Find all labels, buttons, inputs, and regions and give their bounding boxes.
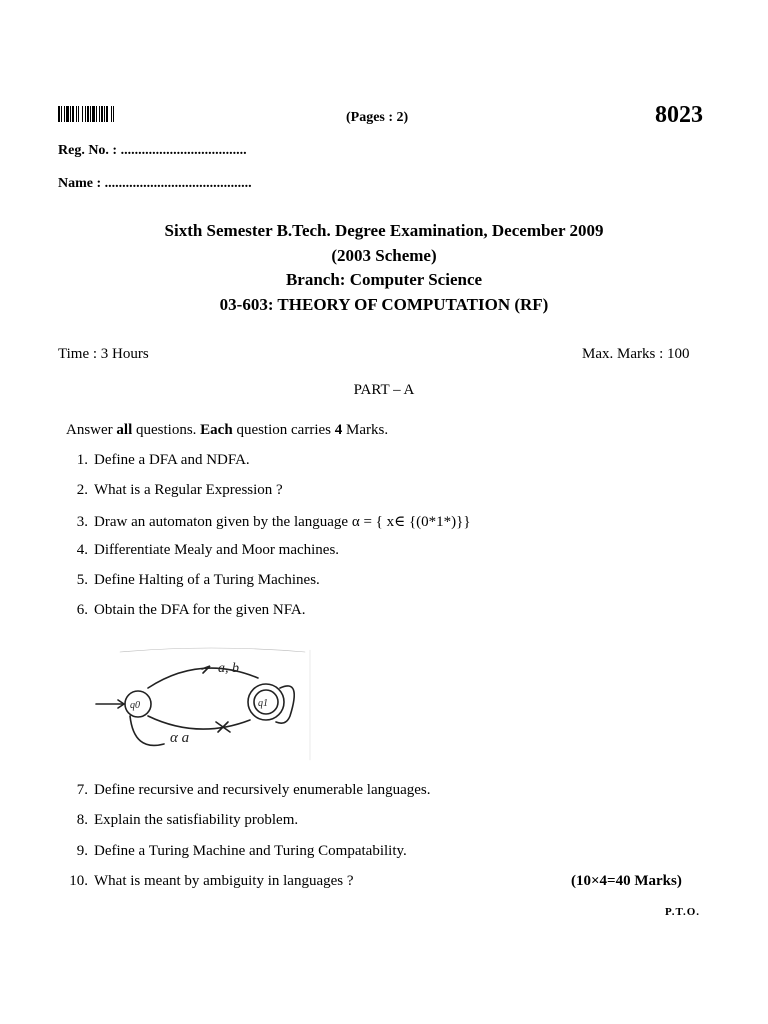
reg-no-field <box>58 143 247 159</box>
question-number: 1. <box>76 452 88 468</box>
transition-bottom <box>148 716 250 729</box>
pto-note: P.T.O. <box>665 906 701 918</box>
part-heading: PART – A <box>353 382 415 398</box>
instruction-each: Each <box>200 422 233 438</box>
scan-line <box>120 648 305 652</box>
name-field <box>58 176 252 192</box>
question-number: 10. <box>69 873 88 889</box>
transition-top-label: a, b <box>218 661 239 676</box>
barcode-stripe <box>114 106 116 122</box>
question-number: 8. <box>76 812 88 828</box>
question-text: Draw an automaton given by the language α = { x∈ {(0*1*)}} <box>94 514 471 530</box>
question-text: Explain the satisfiability problem. <box>94 812 299 828</box>
instruction-text: question carries <box>232 422 335 438</box>
question-text: Differentiate Mealy and Moor machines. <box>94 542 340 558</box>
question-number: 9. <box>76 843 88 859</box>
branch: Branch: Computer Science <box>285 270 483 289</box>
self-loop-q1 <box>276 686 294 723</box>
question-text: Define a Turing Machine and Turing Compatability. <box>94 843 407 859</box>
subject: 03-603: THEORY OF COMPUTATION (RF) <box>219 295 549 314</box>
question-text: What is meant by ambiguity in languages ? <box>94 873 354 889</box>
question-number: 2. <box>76 482 88 498</box>
question-item <box>66 812 298 829</box>
question-number: 7. <box>76 782 88 798</box>
transition-top-arrowhead <box>202 666 210 673</box>
question-number: 3. <box>76 514 88 530</box>
question-text: Define recursive and recursively enumerable languages. <box>94 782 431 798</box>
max-marks: Max. Marks : 100 <box>582 346 690 362</box>
reg-no-label: Reg. No. : <box>58 143 118 158</box>
instruction-text: Answer <box>66 422 117 438</box>
scheme: (2003 Scheme) <box>331 246 437 265</box>
instruction-marks: 4 <box>334 422 343 438</box>
question-item <box>66 572 320 589</box>
nfa-diagram <box>90 640 330 770</box>
exam-title: Sixth Semester B.Tech. Degree Examination, December 2009 <box>164 221 604 240</box>
question-item <box>66 452 250 469</box>
pages-count: (Pages : 2) <box>346 110 409 125</box>
instruction-text: questions. <box>132 422 201 438</box>
name-label: Name : <box>58 176 102 191</box>
name-dots: .......................................... <box>104 176 252 191</box>
question-number: 4. <box>76 542 88 558</box>
transition-bottom-label: α a <box>170 730 190 746</box>
paper-code: 8023 <box>655 102 703 128</box>
question-text: What is a Regular Expression ? <box>94 482 283 498</box>
instruction-text: Marks. <box>342 422 389 438</box>
question-text: Define Halting of a Turing Machines. <box>94 572 320 588</box>
state-q0-label: q0 <box>130 700 140 711</box>
question-item <box>66 512 471 531</box>
question-item <box>66 873 354 890</box>
reg-no-dots: .................................... <box>120 143 247 158</box>
question-number: 6. <box>76 602 88 618</box>
transition-top <box>148 668 258 688</box>
time-info: Time : 3 Hours <box>58 346 149 362</box>
state-q1-label: q1 <box>258 698 268 709</box>
question-item <box>66 843 407 860</box>
question-text: Define a DFA and NDFA. <box>94 452 250 468</box>
barcode <box>58 106 146 122</box>
question-item <box>66 482 283 499</box>
instruction-all: all <box>116 422 133 438</box>
question-item <box>66 782 431 799</box>
instruction <box>66 422 388 439</box>
question-item <box>66 602 306 619</box>
question-text: Obtain the DFA for the given NFA. <box>94 602 306 618</box>
question-item <box>66 542 339 559</box>
marks-total: (10×4=40 Marks) <box>571 873 682 889</box>
question-number: 5. <box>76 572 88 588</box>
